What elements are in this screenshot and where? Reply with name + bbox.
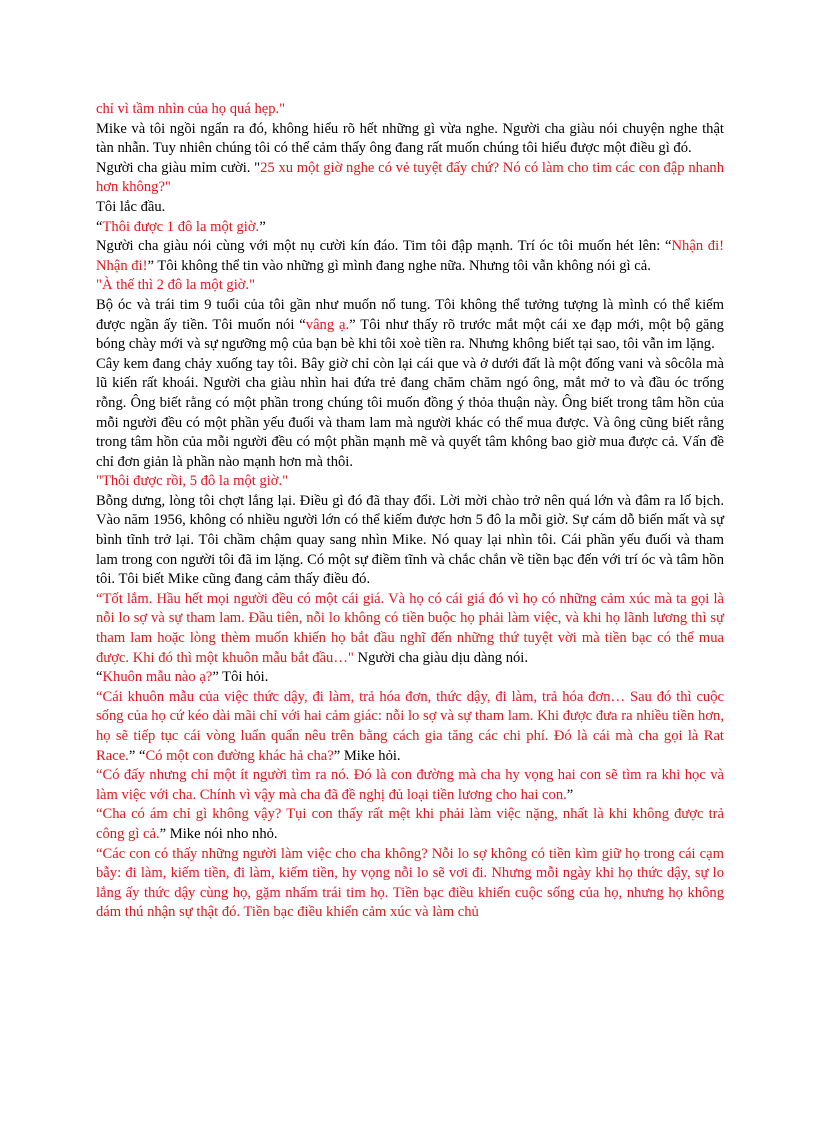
- narrative-text: ” Mike hỏi.: [333, 747, 401, 764]
- quote-text: Nhận đi! Nhận đi!: [96, 238, 724, 274]
- paragraph: [96, 159, 724, 198]
- narrative-text: ” Tôi không thể tin vào những gì mình đang nghe nữa. Nhưng tôi vẫn không nói gì cả.: [147, 257, 651, 274]
- narrative-text: Người cha giàu nói cùng với một nụ cười kín đáo. Tim tôi đập mạnh. Trí óc tôi muốn hét lên: “: [96, 238, 672, 255]
- quote-text: “Có đấy nhưng chỉ một ít người tìm ra nó. Đó là con đường mà cha hy vọng hai con sẽ tìm ra khi học và làm việc với cha. Chính vì vậy mà cha đã đề nghị đủ loại tiền lương cho hai con.: [96, 767, 724, 803]
- quote-text: “Tốt lắm. Hầu hết mọi người đều có một cái giá. Và họ có cái giá đó vì họ có những cảm xúc mà ta gọi là nỗi lo sợ và sự tham lam. Đầu tiên, nỗi lo không có tiền buộc họ phải làm việc, và khi họ lãnh lương thì sự tham lam hoặc lòng thèm muốn khiến họ bắt đầu nghĩ đến những thứ tuyệt vời mà tiền bạc có thể mua được. Khi đó thì một khuôn mẫu bắt đầu…": [96, 590, 724, 666]
- paragraph: [96, 100, 724, 120]
- paragraph: [96, 218, 724, 238]
- quote-mark: ”: [259, 218, 266, 235]
- paragraph: [96, 590, 724, 668]
- paragraph: [96, 355, 724, 473]
- paragraph: [96, 805, 724, 844]
- paragraph: [96, 492, 724, 590]
- quote-text: “Cha có ám chỉ gì không vậy? Tụi con thấy rất mệt khi phải làm việc nặng, nhất là khi không được trả công gì cả.: [96, 806, 724, 842]
- quote-mark: “: [96, 669, 103, 686]
- paragraph: [96, 688, 724, 766]
- paragraph: [96, 276, 724, 296]
- narrative-text: Tôi lắc đầu.: [96, 198, 166, 215]
- document-page: [96, 100, 724, 923]
- narrative-text: Mike và tôi ngồi ngẩn ra đó, không hiểu rõ hết những gì vừa nghe. Người cha giàu nói chuyện nghe thật tàn nhẫn. Tuy nhiên chúng tôi có thể cảm thấy ông đang rất muốn chúng tôi hiểu được một điều gì đó.: [96, 120, 724, 157]
- quote-text: Có một con đường khác hả cha?: [145, 747, 334, 764]
- paragraph: [96, 472, 724, 492]
- quote-text: Thôi được 1 đô la một giờ.: [102, 218, 260, 235]
- paragraph: [96, 296, 724, 355]
- narrative-text: ” Mike nói nho nhỏ.: [159, 825, 278, 842]
- narrative-text: Người cha giàu dịu dàng nói.: [353, 649, 529, 666]
- quote-mark: “: [96, 218, 103, 235]
- narrative-text: Bỗng dưng, lòng tôi chợt lắng lại. Điều gì đó đã thay đổi. Lời mời chào trở nên quá lớn và đâm ra lố bịch. Vào năm 1956, không có nhiều người lớn có thể kiếm được hơn 5 đô la mỗi giờ. Sự cám dỗ biến mất và sự bình tĩnh trở lại. Tôi chầm chậm quay sang nhìn Mike. Nó quay lại nhìn tôi. Cái phần yếu đuối và tham lam trong con người tôi đã im lặng. Có một sự điềm tĩnh và chắc chắn về tiền bạc đến với trí óc và tâm hồn tôi. Tôi biết Mike cũng đang cảm thấy điều đó.: [96, 492, 724, 588]
- narrative-text: Bộ óc và trái tim 9 tuổi của tôi gần như muốn nổ tung. Tôi không thể tưởng tượng là mình có thể kiếm được ngần ấy tiền. Tôi muốn nói “: [96, 296, 724, 333]
- quote-text: Khuôn mẫu nào ạ?: [102, 669, 213, 686]
- quote-text: vâng ạ.: [305, 316, 350, 333]
- paragraph: [96, 198, 724, 218]
- narrative-text: Cây kem đang chảy xuống tay tôi. Bây giờ chỉ còn lại cái que và ở dưới đất là một đống vani và sôcôla mà lũ kiến rất khoái. Người cha giàu nhìn hai đứa trẻ đang chăm chăm ngó ông, mắt mở to và đầu óc trống rỗng. Ông biết rằng có một phần trong chúng tôi muốn đồng ý thỏa thuận này. Ông biết trong tâm hồn của mỗi người đều có một phần yếu đuối và tham lam mà người khác có thể mua được. Và ông cũng biết rằng trong tâm hồn của mỗi người đều có một phần mạnh mẽ và quyết tâm không bao giờ mua được cả. Vấn đề chỉ đơn giản là phần nào mạnh hơn mà thôi.: [96, 355, 724, 470]
- quote-text: "À thế thì 2 đô la một giờ.": [96, 277, 256, 294]
- paragraph: [96, 845, 724, 923]
- quote-mark: ” “: [128, 747, 146, 764]
- quote-text: chỉ vì tầm nhìn của họ quá hẹp.": [96, 101, 286, 117]
- paragraph: [96, 766, 724, 805]
- quote-text: 25 xu một giờ nghe có vẻ tuyệt đấy chứ? Nó có làm cho tim các con đập nhanh hơn không?": [96, 159, 724, 196]
- quote-text: “Các con có thấy những người làm việc cho cha không? Nỗi lo sợ không có tiền kìm giữ họ trong cái cạm bẫy: đi làm, kiếm tiền, đi làm, kiếm tiền, hy vọng nỗi lo sẽ vơi đi. Nhưng mỗi ngày khi họ thức dậy, sự lo lắng ấy thức dậy cùng họ, gặm nhấm trái tim họ. Tiền bạc điều khiển cuộc sống của họ, nhưng họ không dám thú nhận sự thật đó. Tiền bạc điều khiển cảm xúc và làm chủ: [96, 845, 724, 921]
- paragraph: [96, 668, 724, 688]
- narrative-text: Người cha giàu mỉm cười. ": [96, 159, 261, 176]
- paragraph: [96, 120, 724, 159]
- quote-mark: ”: [566, 786, 574, 803]
- paragraph: [96, 237, 724, 276]
- narrative-text: ” Tôi hỏi.: [212, 669, 269, 686]
- quote-text: "Thôi được rồi, 5 đô la một giờ.": [96, 473, 289, 490]
- narrative-text: ” Tôi như thấy rõ trước mắt một cái xe đạp mới, một bộ găng bóng chày mới và sự ngưỡng mộ của bạn bè khi tôi xoè tiền ra. Nhưng không biết tại sao, tôi vẫn im lặng.: [96, 316, 724, 353]
- quote-text: “Cái khuôn mẫu của việc thức dậy, đi làm, trả hóa đơn, thức dậy, đi làm, trả hóa đơn… Sau đó thì cuộc sống của họ cứ kéo dài mãi chỉ với hai cảm giác: nỗi lo sợ và sự tham lam. Khi được đưa ra nhiều tiền hơn, họ sẽ tiếp tục cái vòng luẩn quẩn nêu trên bằng cách gia tăng các chi phí. Đó là cái mà cha gọi là Rat Race.: [96, 688, 724, 764]
